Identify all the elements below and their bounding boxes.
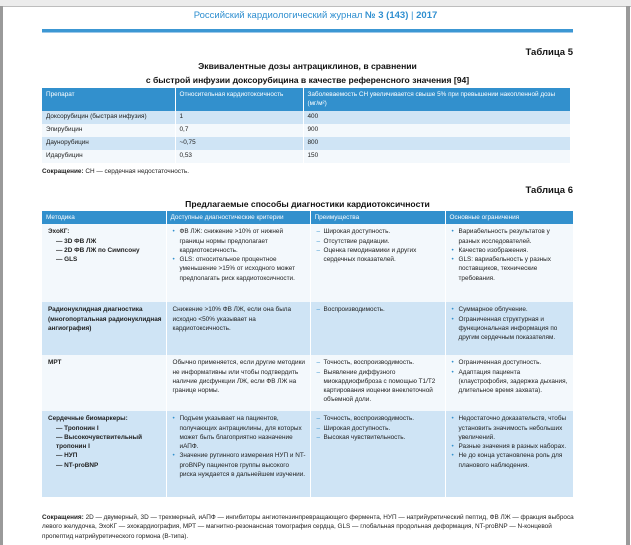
advantage-item: – Широкая доступность. (317, 424, 441, 433)
limitation-item: • Недостаточно доказательств, чтобы установить значимость небольших увеличений. (452, 414, 570, 442)
method-sub: — Высокочувствительный тропонин I (56, 433, 143, 451)
table-row (42, 137, 570, 150)
viewer-scrollbar[interactable] (626, 6, 630, 545)
table5-abbreviation (42, 167, 582, 176)
drug-name: Идарубицин (42, 150, 175, 163)
criteria-cell (166, 411, 310, 497)
limitation-item: • Качество изображения. (452, 246, 570, 255)
cumulative-dose: 800 (303, 137, 570, 150)
method-cell (42, 224, 166, 302)
method-sub: — НУП (56, 452, 78, 460)
method-sub: — 2D ФВ ЛЖ по Симпсону (56, 246, 140, 254)
method-sub: — 3D ФВ ЛЖ (56, 237, 97, 245)
limitation-item: • Адаптация пациента (клаустрофобия, задержка дыхания, длительное время захвата). (452, 368, 570, 396)
journal-year: 2017 (416, 10, 438, 21)
table-row (42, 224, 573, 302)
criteria-item: • Значение рутинного измерения НУП и NT-proBNPу пациентов группы высокого риска нуждается в дальнейшем изучении. (173, 451, 306, 479)
advantage-item: – Выявление диффузного миокардиофиброза с помощью T1/T2 картирования иоценки внеклеточной объемной доли. (317, 368, 441, 405)
journal-name: Российский кардиологический журнал (193, 10, 363, 21)
method-name: ЭхоКГ: (48, 228, 70, 236)
method-sub: — GLS (56, 256, 78, 264)
method-cell (42, 355, 166, 411)
advantage-item: – Высокая чувствительность. (317, 433, 441, 442)
criteria-item: • GLS: относительное процентное уменьшение >15% от исходного может предполагать риск кардиотоксичности. (173, 255, 306, 283)
limitations-cell (445, 224, 573, 302)
table5-header: Препарат (42, 88, 175, 111)
limitations-cell (445, 355, 573, 411)
table6-header: Преимущества (310, 211, 445, 224)
viewer-frame-left (0, 6, 3, 545)
limitations-cell (445, 302, 573, 355)
method-sub: — NT-proBNP (56, 461, 99, 469)
table5-title-line2: с быстрой инфузии доксорубицина в качестве референсного значения [94] (145, 75, 470, 85)
relative-cardiotoxicity: ~0,75 (175, 137, 303, 150)
advantage-item: – Точность, воспроизводимость. (317, 414, 441, 423)
method-cell (42, 302, 166, 355)
limitation-item: • Не до конца установлена роль для планового наблюдения. (452, 451, 570, 470)
cumulative-dose: 900 (303, 124, 570, 137)
table-row (42, 150, 570, 163)
drug-name: Эпирубицин (42, 124, 175, 137)
table5-header: Относительная кардиотоксичность (175, 88, 303, 111)
limitation-item: • Вариабельность результатов у разных исследователей. (452, 227, 570, 246)
limitation-item: • GLS: вариабельность у разных поставщиков, технические требования. (452, 255, 570, 283)
method-name: Радионуклидная диагностика (многопортальная радионуклидная ангиография) (48, 306, 162, 332)
table6-abbreviations (42, 513, 582, 541)
table6 (42, 211, 573, 497)
advantages-cell (310, 224, 445, 302)
relative-cardiotoxicity: 0,53 (175, 150, 303, 163)
method-name: Сердечные биомаркеры: (48, 415, 128, 423)
table6-title: Предлагаемые способы диагностики кардиотоксичности (185, 199, 430, 209)
relative-cardiotoxicity: 1 (175, 111, 303, 124)
abbr-text: 2D — двумерный, 3D — трехмерный, иАПФ — ингибиторы ангиотензинпревращающего фермента, НУП — натрийуретический пептид, ФВ ЛЖ — фракция выброса левого желудочка, ЭхоКГ — эхокардиография, МРТ — магнитно-резонансная томография сердца, GLS — глобальная продольная деформация, NT-proBNP — N-концевой пропептид натрийуретического гормона (В-типа). (42, 514, 574, 540)
cumulative-dose: 150 (303, 150, 570, 163)
advantages-cell (310, 411, 445, 497)
table5-title (42, 59, 573, 87)
advantages-cell (310, 302, 445, 355)
drug-name: Доксорубицин (быстрая инфузия) (42, 111, 175, 124)
table5-header-row (42, 88, 570, 111)
table-row (42, 302, 573, 355)
relative-cardiotoxicity: 0,7 (175, 124, 303, 137)
limitations-cell (445, 411, 573, 497)
table6-label: Таблица 6 (525, 185, 573, 196)
limitation-item: • Ограниченная структурная и функциональная информация по другим сердечным показателям. (452, 315, 570, 343)
table-row (42, 124, 570, 137)
limitation-item: • Суммарное облучение. (452, 305, 570, 314)
viewer-top-bar (0, 0, 631, 7)
method-cell (42, 411, 166, 497)
advantage-item: – Воспроизводимость. (317, 305, 441, 314)
abbr-label: Сокращения: (42, 514, 84, 521)
table-row (42, 355, 573, 411)
criteria-cell: Снижение >10% ФВ ЛЖ, если она была исходно <50% указывает на кардиотоксичность. (166, 302, 310, 355)
criteria-item: • ФВ ЛЖ: снижение >10% от нижней границы нормы предполагает кардиотоксичность. (173, 227, 306, 255)
table6-header: Основные ограничения (445, 211, 573, 224)
criteria-cell (166, 224, 310, 302)
advantage-item: – Оценка гемодинамики и других сердечных показателей. (317, 246, 441, 265)
advantages-cell (310, 355, 445, 411)
criteria-item: • Подъем указывает на пациентов, получающих антрациклины, для которых может быть благоприятно назначение иАПФ. (173, 414, 306, 451)
table5-title-line1: Эквивалентные дозы антрациклинов, в сравнении (198, 61, 417, 71)
criteria-cell: Обычно применяется, если другие методики не информативны или чтобы подтвердить наличие дисфункции ЛЖ, если ФВ ЛЖ на границе нормы. (166, 355, 310, 411)
advantage-item: – Широкая доступность. (317, 227, 441, 236)
method-name: МРТ (48, 359, 62, 367)
abbr-text: СН — сердечная недостаточность. (85, 168, 190, 175)
table6-header-row (42, 211, 573, 224)
method-sub: — Тропонин I (56, 424, 99, 432)
table5-label: Таблица 5 (525, 47, 573, 58)
limitation-item: • Разные значения в разных наборах. (452, 442, 570, 451)
table6-header: Методика (42, 211, 166, 224)
header-rule (42, 29, 573, 33)
journal-separator: | (411, 10, 414, 21)
table5-header: Заболеваемость СН увеличивается свыше 5% при превышении накопленной дозы (мг/м²) (303, 88, 570, 111)
limitation-item: • Ограниченная доступность. (452, 358, 570, 367)
table6-header: Доступные диагностические критерии (166, 211, 310, 224)
table-row (42, 411, 573, 497)
advantage-item: – Точность, воспроизводимость. (317, 358, 441, 367)
advantage-item: – Отсутствие радиации. (317, 237, 441, 246)
journal-issue: № 3 (143) (365, 10, 409, 21)
journal-header (0, 10, 631, 21)
cumulative-dose: 400 (303, 111, 570, 124)
drug-name: Даунорубицин (42, 137, 175, 150)
table5 (42, 88, 570, 163)
table-row (42, 111, 570, 124)
abbr-label: Сокращение: (42, 168, 84, 175)
